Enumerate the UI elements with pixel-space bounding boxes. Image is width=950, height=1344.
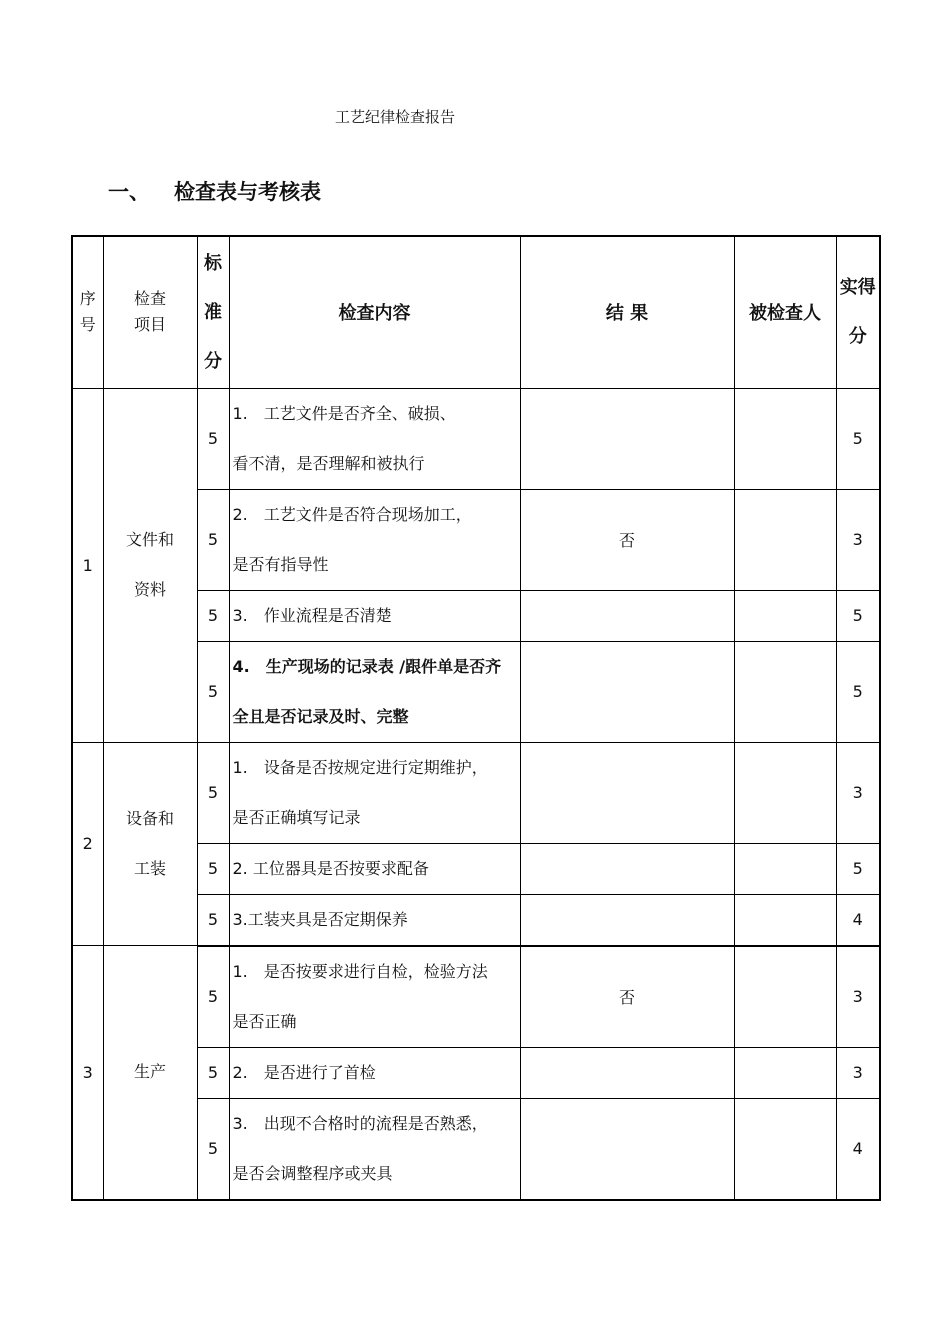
header-standard-line: 分: [204, 350, 222, 372]
header-index: [72, 236, 103, 388]
inspectee-cell: [734, 1098, 836, 1200]
header-actual-line: 分: [848, 326, 867, 348]
inspectee-cell: [734, 388, 836, 489]
check-content: [229, 641, 520, 742]
standard-score: 5: [197, 946, 229, 1048]
check-content-line: 1. 是否按要求进行自检，检验方法: [232, 961, 488, 981]
check-content: [229, 489, 520, 590]
result-cell: [520, 590, 734, 641]
inspectee-cell: [734, 1047, 836, 1098]
actual-score: 3: [836, 489, 880, 590]
result-cell: 否: [520, 946, 734, 1048]
actual-score: 5: [836, 590, 880, 641]
check-item-line: 设备和: [125, 808, 174, 828]
check-content-line: 4. 生产现场的记录表 /跟件单是否齐: [232, 656, 502, 676]
actual-score: 4: [836, 894, 880, 946]
check-content: [229, 894, 520, 946]
actual-score: 3: [836, 946, 880, 1048]
check-content: [229, 388, 520, 489]
check-item-line: 工装: [133, 858, 166, 878]
actual-score: 3: [836, 742, 880, 843]
table-header-row: [72, 236, 880, 388]
row-index: 1: [72, 388, 103, 742]
document-title: 工艺纪律检查报告: [334, 108, 455, 126]
table-row: [72, 742, 880, 843]
check-content-line: 1. 设备是否按规定进行定期维护，: [232, 757, 488, 777]
standard-score: 5: [197, 1098, 229, 1200]
result-cell: [520, 894, 734, 946]
header-index-line: 号: [79, 315, 96, 335]
result-cell: [520, 742, 734, 843]
header-standard: [197, 236, 229, 388]
header-standard-line: 标: [204, 252, 222, 274]
section-number: 一、: [108, 180, 150, 204]
result-cell: [520, 843, 734, 894]
header-item: [103, 236, 197, 388]
standard-score: 5: [197, 894, 229, 946]
check-content: [229, 946, 520, 1048]
check-content-line: 是否会调整程序或夹具: [232, 1163, 393, 1183]
check-content-line: 2. 工位器具是否按要求配备: [232, 858, 429, 878]
check-content: [229, 590, 520, 641]
check-item-line: 文件和: [125, 530, 174, 549]
check-content-line: 3. 出现不合格时的流程是否熟悉，: [232, 1113, 488, 1133]
standard-score: 5: [197, 489, 229, 590]
check-item: [103, 946, 197, 1200]
result-cell: 否: [520, 489, 734, 590]
actual-score: 5: [836, 641, 880, 742]
section-heading: [108, 176, 321, 206]
standard-score: 5: [197, 641, 229, 742]
table-row: [72, 388, 880, 489]
inspectee-cell: [734, 843, 836, 894]
check-content-line: 是否有指导性: [232, 554, 329, 574]
result-cell: [520, 1098, 734, 1200]
inspectee-cell: [734, 946, 836, 1048]
result-cell: [520, 641, 734, 742]
actual-score: 5: [836, 843, 880, 894]
check-content: [229, 1047, 520, 1098]
standard-score: 5: [197, 742, 229, 843]
check-content-line: 2. 工艺文件是否符合现场加工，: [232, 504, 472, 524]
inspectee-cell: [734, 742, 836, 843]
check-item-line: 生产: [133, 1062, 166, 1082]
row-index: 2: [72, 742, 103, 946]
inspectee-cell: [734, 590, 836, 641]
check-content-line: 2. 是否进行了首检: [232, 1062, 376, 1082]
check-item: [103, 388, 197, 742]
inspection-table: [71, 235, 881, 1201]
check-content-line: 1. 工艺文件是否齐全、破损、: [232, 403, 456, 423]
inspectee-cell: [734, 894, 836, 946]
actual-score: 3: [836, 1047, 880, 1098]
standard-score: 5: [197, 590, 229, 641]
inspectee-cell: [734, 641, 836, 742]
check-content-line: 是否正确填写记录: [232, 807, 361, 827]
inspectee-cell: [734, 489, 836, 590]
header-content: 检查内容: [229, 236, 520, 388]
header-inspectee: 被检查人: [734, 236, 836, 388]
check-content-line: 是否正确: [232, 1011, 297, 1031]
section-title: 检查表与考核表: [174, 180, 321, 204]
header-item-line: 检查: [133, 289, 166, 309]
header-item-line: 项目: [133, 315, 166, 335]
result-cell: [520, 1047, 734, 1098]
check-item-line: 资料: [133, 580, 166, 599]
check-content-line: 3.工装夹具是否定期保养: [232, 909, 408, 929]
check-item: [103, 742, 197, 946]
header-result: 结 果: [520, 236, 734, 388]
check-content-line: 3. 作业流程是否清楚: [232, 605, 392, 625]
table-row: [72, 946, 880, 1048]
header-actual-line: 实得: [839, 277, 876, 299]
actual-score: 5: [836, 388, 880, 489]
header-actual: [836, 236, 880, 388]
check-content: [229, 1098, 520, 1200]
check-content-line: 看不清，是否理解和被执行: [232, 453, 425, 473]
standard-score: 5: [197, 1047, 229, 1098]
row-index: 3: [72, 946, 103, 1200]
header-standard-line: 准: [204, 301, 222, 323]
header-index-line: 序: [79, 289, 96, 309]
standard-score: 5: [197, 843, 229, 894]
result-cell: [520, 388, 734, 489]
check-content: [229, 742, 520, 843]
actual-score: 4: [836, 1098, 880, 1200]
check-content: [229, 843, 520, 894]
check-content-line: 全且是否记录及时、完整: [232, 706, 409, 726]
standard-score: 5: [197, 388, 229, 489]
